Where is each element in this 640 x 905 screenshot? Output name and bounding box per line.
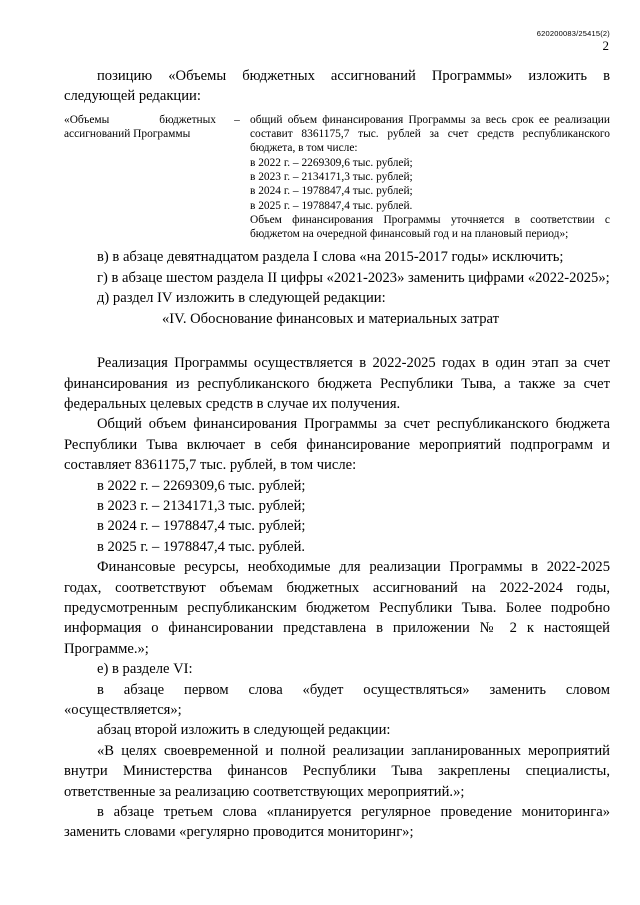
table-right-line: Объем финансирования Программы уточняется в соответствии с бюджетом на очередной финансовый год и на плановый период»; xyxy=(250,213,610,241)
year-2023-line: в 2023 г. – 2134171,3 тыс. рублей; xyxy=(97,497,306,514)
item-d: д) раздел IV изложить в следующей редакции: xyxy=(97,290,386,307)
page-number: 2 xyxy=(602,38,609,53)
table-right-line: в 2025 г. – 1978847,4 тыс. рублей. xyxy=(250,199,413,212)
section-heading: «IV. Обоснование финансовых и материальных затрат xyxy=(162,310,499,327)
table-right-line: в 2022 г. – 2269309,6 тыс. рублей; xyxy=(250,156,413,169)
paragraph-financial-resources: Финансовые ресурсы, необходимые для реализации Программы в 2022-2025 годах, соответствуют объемам бюджетных ассигнований на 2022-2024 годы, предусмотренным республиканским бюджетом Республики Тыва. Более подробно информация о финансировании представлена в приложении № 2 к настоящей Программе.»; xyxy=(64,559,610,657)
table-left-cell: «Объемы бюджетных ассигнований Программы xyxy=(64,113,216,141)
table-dash: – xyxy=(234,113,240,126)
document-id: 620200083/25415(2) xyxy=(536,29,610,38)
budget-position-table xyxy=(64,113,610,242)
item-g: г) в абзаце шестом раздела II цифры «2021-2023» заменить цифрами «2022-2025»; xyxy=(97,269,610,286)
table-right-line: в 2024 г. – 1978847,4 тыс. рублей; xyxy=(250,185,413,198)
spacer xyxy=(64,329,610,353)
document-body xyxy=(64,66,610,843)
paragraph-realization: Реализация Программы осуществляется в 2022-2025 годах в один этап за счет финансирования из республиканского бюджета Республики Тыва, а также за счет федеральных целевых средств в случае их получения. xyxy=(64,355,610,412)
item-e-quote: «В целях своевременной и полной реализации запланированных мероприятий внутри Министерства финансов Республики Тыва закреплены специалисты, ответственные за реализацию соответствующих мероприятий.»; xyxy=(64,742,610,800)
item-v: в) в абзаце девятнадцатом раздела I слова «на 2015-2017 годы» исключить; xyxy=(97,249,564,266)
table-right-cell xyxy=(250,113,610,242)
table-right-line: общий объем финансирования Программы за весь срок ее реализации составит 8361175,7 тыс. рублей за счет средств республиканского бюджета, в том числе: xyxy=(250,113,610,155)
item-e: е) в разделе VI: xyxy=(97,661,193,678)
year-2022-line: в 2022 г. – 2269309,6 тыс. рублей; xyxy=(97,477,306,494)
year-2024-line: в 2024 г. – 1978847,4 тыс. рублей; xyxy=(97,518,306,535)
item-e-second: абзац второй изложить в следующей редакции: xyxy=(97,722,391,739)
table-right-line: в 2023 г. – 2134171,3 тыс. рублей; xyxy=(250,171,413,183)
item-e-third: в абзаце третьем слова «планируется регулярное проведение мониторинга» заменить словами «регулярно проводится мониторинг»; xyxy=(64,804,610,841)
intro-paragraph: позицию «Объемы бюджетных ассигнований Программы» изложить в следующей редакции: xyxy=(64,68,610,105)
item-e-first: в абзаце первом слова «будет осуществляться» заменить словом «осуществляется»; xyxy=(64,681,610,719)
paragraph-total-financing: Общий объем финансирования Программы за счет республиканского бюджета Республики Тыва включает в себя финансирование мероприятий подпрограмм и составляет 8361175,7 тыс. рублей, в том числе: xyxy=(64,416,610,474)
year-2025-line: в 2025 г. – 1978847,4 тыс. рублей. xyxy=(97,538,306,555)
